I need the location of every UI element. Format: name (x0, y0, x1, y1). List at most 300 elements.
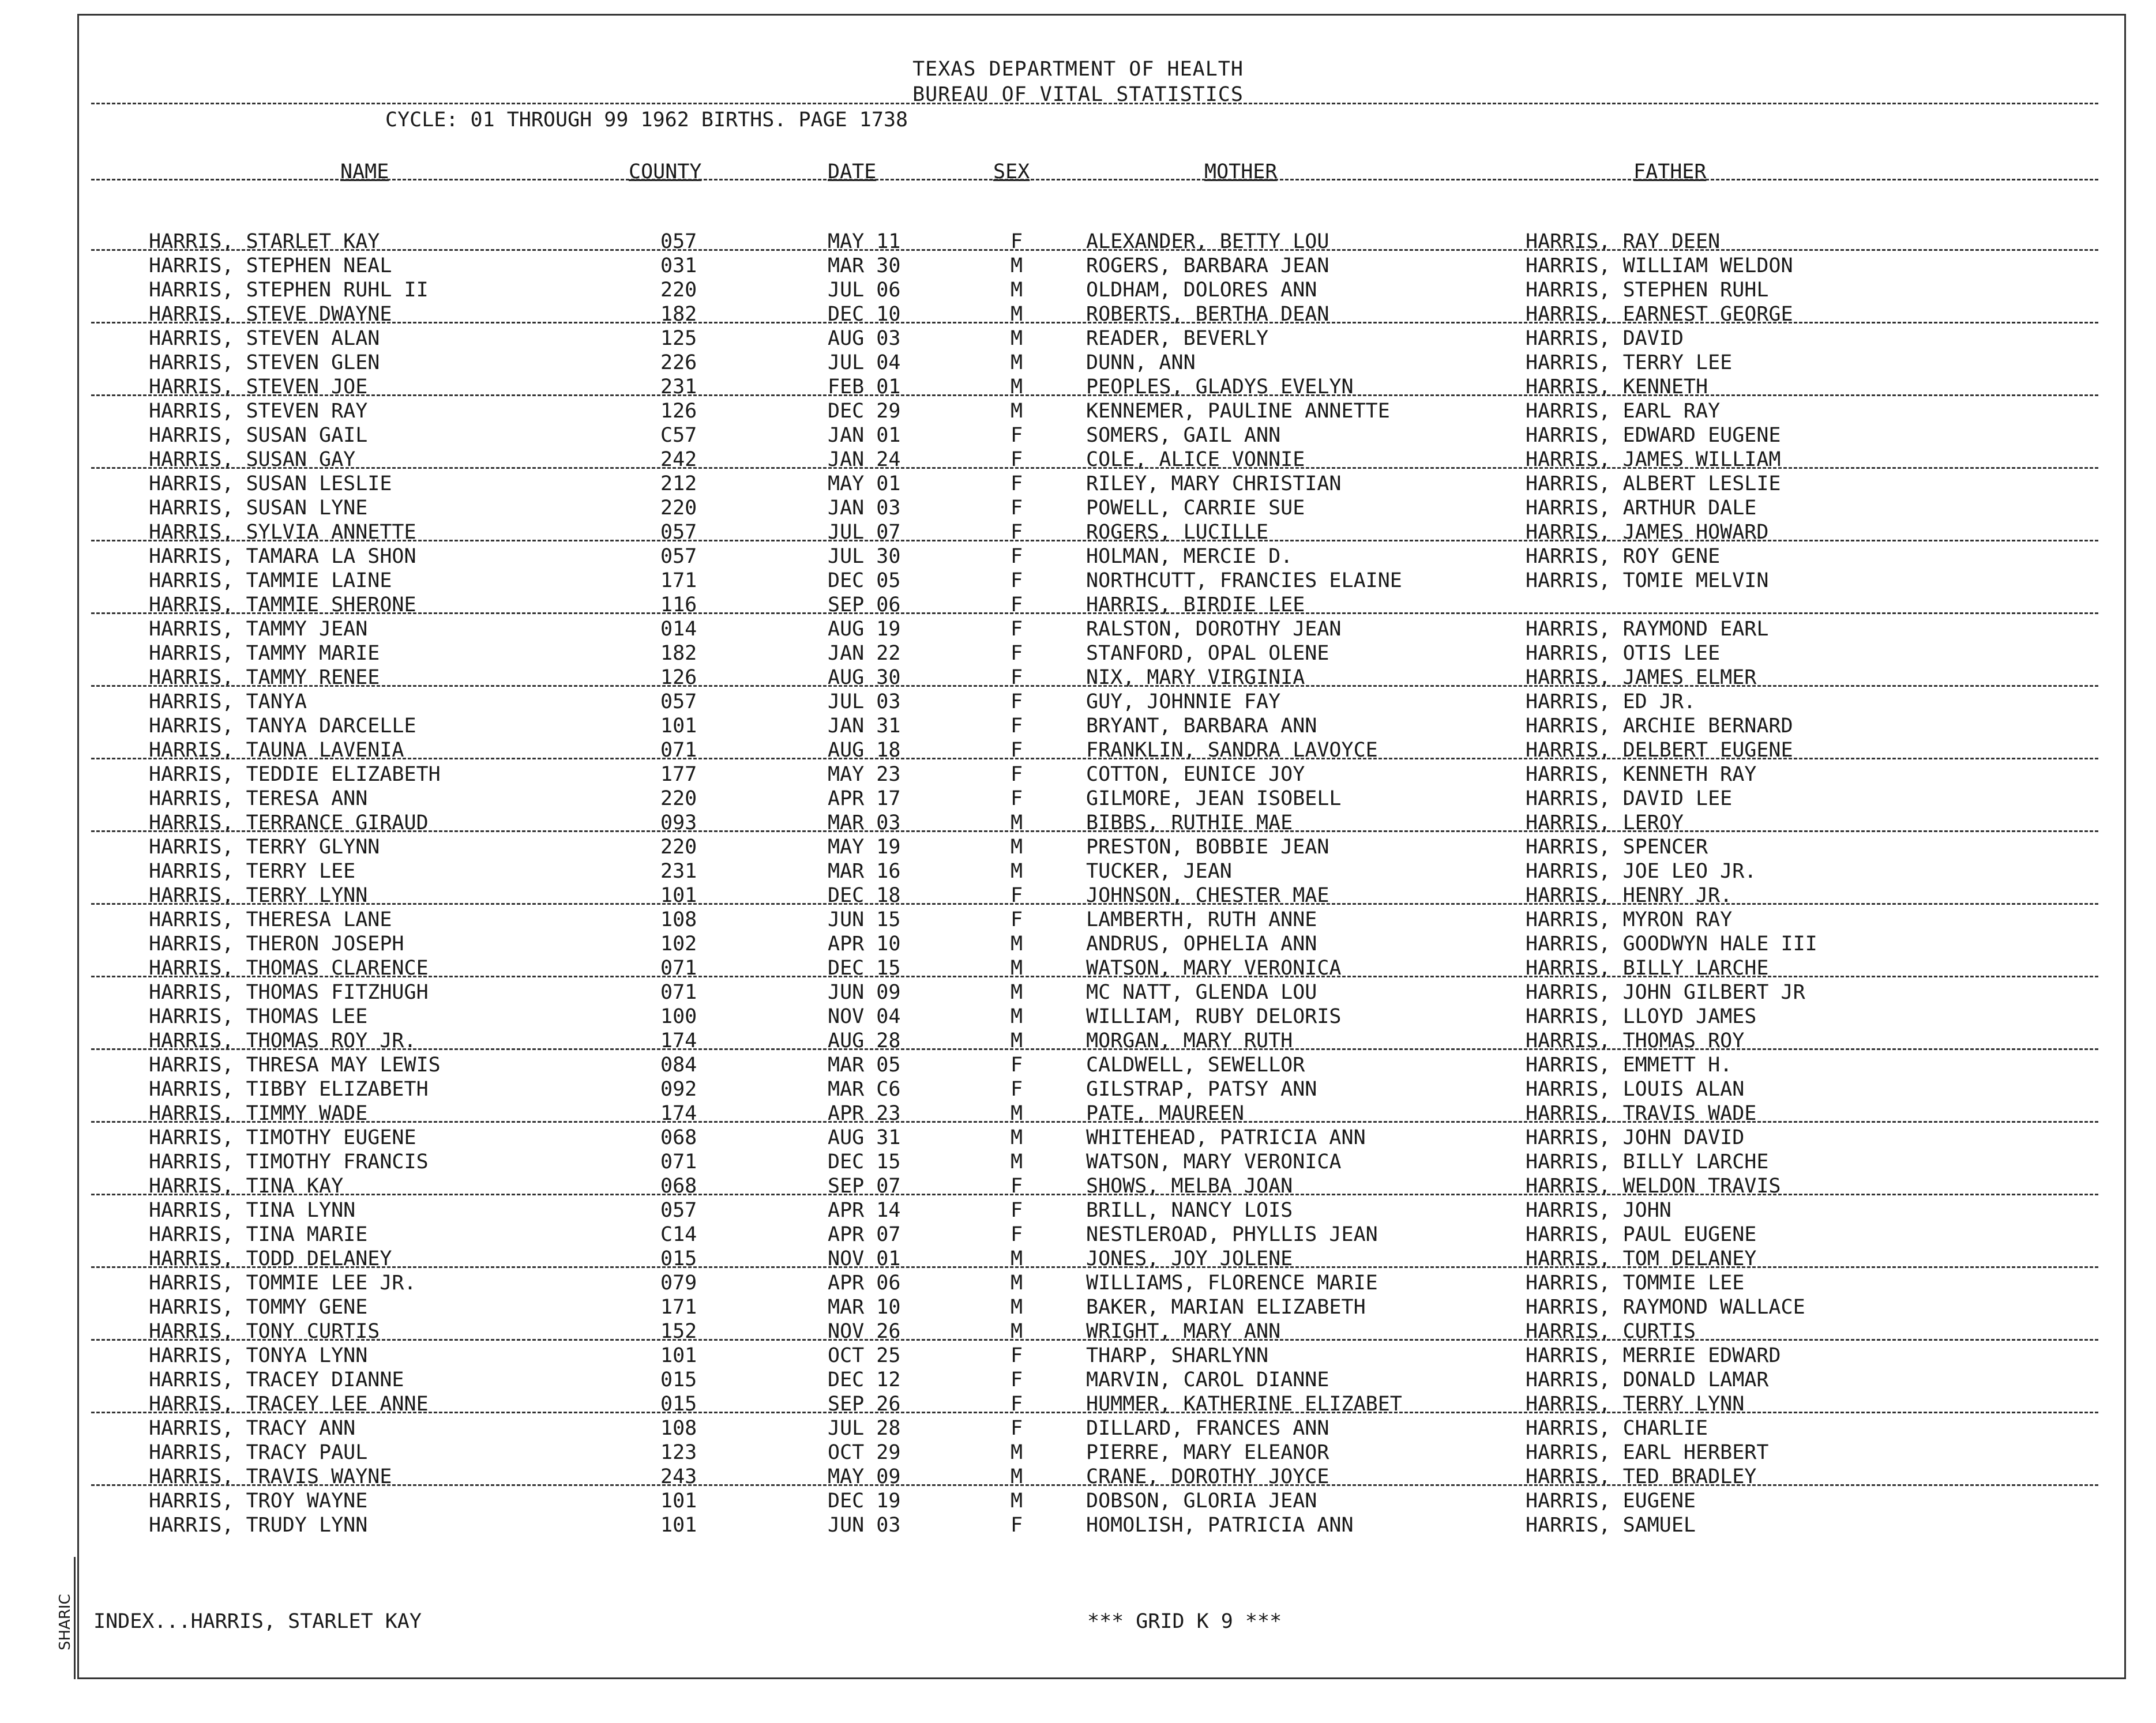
cell-county: 174 (660, 1029, 697, 1052)
cell-date: DEC 10 (828, 303, 901, 326)
cell-sex: F (1011, 1175, 1023, 1198)
cell-sex: M (1011, 1005, 1023, 1028)
cell-mother: WILLIAM, RUBY DELORIS (1086, 1005, 1342, 1028)
cell-mother: WRIGHT, MARY ANN (1086, 1320, 1281, 1343)
cell-father: HARRIS, JAMES HOWARD (1526, 521, 1769, 544)
cell-father: HARRIS, RAYMOND WALLACE (1526, 1296, 1805, 1319)
cell-name: HARRIS, THERESA LANE (149, 908, 392, 931)
cell-father: HARRIS, ROY GENE (1526, 545, 1721, 568)
cell-mother: WHITEHEAD, PATRICIA ANN (1086, 1126, 1366, 1149)
cell-sex: M (1011, 932, 1023, 955)
cell-name: HARRIS, TERRY LYNN (149, 884, 368, 907)
cell-county: 057 (660, 1199, 697, 1222)
cell-mother: PRESTON, BOBBIE JEAN (1086, 836, 1329, 859)
cell-name: HARRIS, TIMOTHY FRANCIS (149, 1150, 429, 1173)
table-row (0, 1513, 2156, 1537)
header-rule-columns (91, 179, 2098, 180)
cell-father: HARRIS, DONALD LAMAR (1526, 1368, 1769, 1391)
table-row (0, 883, 2156, 908)
cell-county: 101 (660, 884, 697, 907)
cell-name: HARRIS, TEDDIE ELIZABETH (149, 763, 441, 786)
cell-mother: RILEY, MARY CHRISTIAN (1086, 472, 1342, 495)
cell-date: AUG 31 (828, 1126, 901, 1149)
cell-father: HARRIS, ARCHIE BERNARD (1526, 714, 1793, 738)
cell-mother: GUY, JOHNNIE FAY (1086, 690, 1281, 713)
table-row (0, 1150, 2156, 1174)
cell-sex: F (1011, 1199, 1023, 1222)
cell-sex: F (1011, 642, 1023, 665)
cell-sex: F (1011, 1417, 1023, 1440)
cell-sex: M (1011, 327, 1023, 350)
cell-name: HARRIS, TAMARA LA SHON (149, 545, 416, 568)
cell-sex: F (1011, 1054, 1023, 1077)
cell-name: HARRIS, THOMAS LEE (149, 1005, 368, 1028)
cell-sex: M (1011, 981, 1023, 1004)
cell-mother: COTTON, EUNICE JOY (1086, 763, 1305, 786)
table-row (0, 230, 2156, 254)
table-row (0, 1029, 2156, 1053)
table-row (0, 472, 2156, 496)
cell-county: 220 (660, 787, 697, 810)
cell-sex: M (1011, 1029, 1023, 1052)
column-header-sex: SEX (993, 160, 1030, 183)
cell-name: HARRIS, TIBBY ELIZABETH (149, 1078, 429, 1101)
cell-sex: F (1011, 739, 1023, 762)
cell-date: MAR 05 (828, 1054, 901, 1077)
cell-date: DEC 15 (828, 957, 901, 980)
cell-mother: JOHNSON, CHESTER MAE (1086, 884, 1329, 907)
cell-mother: SHOWS, MELBA JOAN (1086, 1175, 1293, 1198)
cell-county: 015 (660, 1393, 697, 1416)
cell-date: JUL 04 (828, 351, 901, 374)
cell-date: JUL 07 (828, 521, 901, 544)
cell-mother: WILLIAMS, FLORENCE MARIE (1086, 1271, 1378, 1295)
cell-mother: NORTHCUTT, FRANCIES ELAINE (1086, 569, 1402, 592)
cell-date: NOV 01 (828, 1247, 901, 1270)
cell-name: HARRIS, SYLVIA ANNETTE (149, 521, 416, 544)
cell-sex: F (1011, 1223, 1023, 1246)
cell-sex: M (1011, 254, 1023, 277)
cell-date: MAR 16 (828, 860, 901, 883)
table-row (0, 569, 2156, 593)
cell-county: 231 (660, 375, 697, 398)
cell-sex: M (1011, 1126, 1023, 1149)
cell-father: HARRIS, LLOYD JAMES (1526, 1005, 1757, 1028)
cell-county: 057 (660, 230, 697, 253)
cell-date: JUL 28 (828, 1417, 901, 1440)
cell-date: AUG 03 (828, 327, 901, 350)
cell-date: MAY 23 (828, 763, 901, 786)
cell-name: HARRIS, TERRY GLYNN (149, 836, 380, 859)
row-divider (91, 394, 2098, 396)
cell-county: 212 (660, 472, 697, 495)
grid-footer: *** GRID K 9 *** (1087, 1610, 1282, 1633)
cell-date: JAN 31 (828, 714, 901, 738)
cell-father: HARRIS, SAMUEL (1526, 1514, 1696, 1537)
cell-date: NOV 26 (828, 1320, 901, 1343)
side-rule (74, 1557, 76, 1679)
cell-name: HARRIS, TINA KAY (149, 1175, 344, 1198)
cell-date: MAR 30 (828, 254, 901, 277)
cell-name: HARRIS, THERON JOSEPH (149, 932, 404, 955)
cell-county: 102 (660, 932, 697, 955)
cell-county: 243 (660, 1465, 697, 1488)
cell-date: JUN 03 (828, 1514, 901, 1537)
cell-sex: F (1011, 1368, 1023, 1391)
row-divider (91, 612, 2098, 614)
cell-county: 220 (660, 836, 697, 859)
cell-date: APR 06 (828, 1271, 901, 1295)
cell-sex: F (1011, 618, 1023, 641)
row-divider (91, 830, 2098, 832)
cell-name: HARRIS, TERRY LEE (149, 860, 356, 883)
cell-mother: JONES, JOY JOLENE (1086, 1247, 1293, 1270)
row-divider (91, 976, 2098, 977)
cell-date: DEC 29 (828, 400, 901, 423)
cell-date: OCT 29 (828, 1441, 901, 1464)
cell-father: HARRIS, TOM DELANEY (1526, 1247, 1757, 1270)
cell-mother: BRILL, NANCY LOIS (1086, 1199, 1293, 1222)
cell-name: HARRIS, TRACY ANN (149, 1417, 356, 1440)
cell-father: HARRIS, CHARLIE (1526, 1417, 1708, 1440)
table-row (0, 1489, 2156, 1513)
table-row (0, 326, 2156, 351)
table-row (0, 1005, 2156, 1029)
cell-county: 220 (660, 496, 697, 520)
column-header-father: FATHER (1633, 160, 1707, 183)
column-header-county: COUNTY (629, 160, 702, 183)
cell-father: HARRIS, KENNETH (1526, 375, 1708, 398)
cell-sex: M (1011, 836, 1023, 859)
cell-county: C14 (660, 1223, 697, 1246)
cell-mother: PEOPLES, GLADYS EVELYN (1086, 375, 1354, 398)
cell-county: 101 (660, 1514, 697, 1537)
cell-name: HARRIS, STEVEN ALAN (149, 327, 380, 350)
cell-county: 171 (660, 1296, 697, 1319)
table-row (0, 520, 2156, 544)
cell-mother: ROGERS, LUCILLE (1086, 521, 1269, 544)
cell-mother: LAMBERTH, RUTH ANNE (1086, 908, 1317, 931)
cell-county: 057 (660, 521, 697, 544)
cell-father: HARRIS, EDWARD EUGENE (1526, 424, 1781, 447)
cell-father: HARRIS, PAUL EUGENE (1526, 1223, 1757, 1246)
cell-date: SEP 26 (828, 1393, 901, 1416)
cell-county: 177 (660, 763, 697, 786)
cell-sex: M (1011, 860, 1023, 883)
table-row (0, 932, 2156, 956)
cell-name: HARRIS, SUSAN GAIL (149, 424, 368, 447)
cell-sex: M (1011, 1465, 1023, 1488)
table-row (0, 1319, 2156, 1344)
cell-father: HARRIS, MERRIE EDWARD (1526, 1344, 1781, 1367)
cell-county: 242 (660, 448, 697, 471)
table-row (0, 254, 2156, 278)
cell-father: HARRIS, BILLY LARCHE (1526, 1150, 1769, 1173)
cell-name: HARRIS, STEVE DWAYNE (149, 303, 392, 326)
cell-sex: M (1011, 957, 1023, 980)
cell-father: HARRIS, SPENCER (1526, 836, 1708, 859)
table-row (0, 956, 2156, 980)
cell-sex: F (1011, 593, 1023, 616)
cell-name: HARRIS, TRUDY LYNN (149, 1514, 368, 1537)
cell-father: HARRIS, THOMAS ROY (1526, 1029, 1745, 1052)
cell-father: HARRIS, EARNEST GEORGE (1526, 303, 1793, 326)
table-row (0, 1247, 2156, 1271)
cell-father: HARRIS, EARL RAY (1526, 400, 1721, 423)
cell-date: DEC 15 (828, 1150, 901, 1173)
cell-mother: ROGERS, BARBARA JEAN (1086, 254, 1329, 277)
column-header-mother: MOTHER (1204, 160, 1278, 183)
cell-father: HARRIS, TERRY LYNN (1526, 1393, 1745, 1416)
cell-county: 220 (660, 279, 697, 302)
cell-date: APR 23 (828, 1102, 901, 1125)
table-row (0, 859, 2156, 883)
cell-father: HARRIS, JAMES WILLIAM (1526, 448, 1781, 471)
cell-father: HARRIS, KENNETH RAY (1526, 763, 1757, 786)
cell-county: 031 (660, 254, 697, 277)
cell-date: MAY 19 (828, 836, 901, 859)
cell-date: APR 10 (828, 932, 901, 955)
cell-mother: DOBSON, GLORIA JEAN (1086, 1489, 1317, 1513)
row-divider (91, 758, 2098, 759)
cell-name: HARRIS, TRACEY LEE ANNE (149, 1393, 429, 1416)
cell-sex: M (1011, 1296, 1023, 1319)
table-row (0, 1271, 2156, 1295)
cell-county: 092 (660, 1078, 697, 1101)
cell-sex: F (1011, 690, 1023, 713)
cell-county: 071 (660, 739, 697, 762)
cell-father: HARRIS, LOUIS ALAN (1526, 1078, 1745, 1101)
cell-name: HARRIS, STEPHEN NEAL (149, 254, 392, 277)
cell-mother: OLDHAM, DOLORES ANN (1086, 279, 1317, 302)
cell-father: HARRIS, DELBERT EUGENE (1526, 739, 1793, 762)
cell-mother: BAKER, MARIAN ELIZABETH (1086, 1296, 1366, 1319)
cell-mother: SOMERS, GAIL ANN (1086, 424, 1281, 447)
cell-county: 101 (660, 1489, 697, 1513)
cell-name: HARRIS, TOMMY GENE (149, 1296, 368, 1319)
table-row (0, 544, 2156, 569)
cell-father: HARRIS, STEPHEN RUHL (1526, 279, 1769, 302)
cell-date: JUL 03 (828, 690, 901, 713)
cell-sex: F (1011, 884, 1023, 907)
cell-mother: DUNN, ANN (1086, 351, 1196, 374)
table-row (0, 1198, 2156, 1222)
cell-date: JAN 03 (828, 496, 901, 520)
cell-name: HARRIS, TONY CURTIS (149, 1320, 380, 1343)
cell-name: HARRIS, SUSAN LESLIE (149, 472, 392, 495)
cell-sex: M (1011, 400, 1023, 423)
row-divider (91, 1048, 2098, 1050)
cell-county: 100 (660, 1005, 697, 1028)
cell-sex: F (1011, 569, 1023, 592)
cell-father: HARRIS, MYRON RAY (1526, 908, 1733, 931)
row-divider (91, 249, 2098, 251)
cell-date: DEC 18 (828, 884, 901, 907)
table-row (0, 593, 2156, 617)
table-row (0, 351, 2156, 375)
cell-father: HARRIS, TOMMIE LEE (1526, 1271, 1745, 1295)
cell-father: HARRIS, DAVID LEE (1526, 787, 1733, 810)
cell-county: 116 (660, 593, 697, 616)
cell-date: APR 14 (828, 1199, 901, 1222)
cell-date: AUG 19 (828, 618, 901, 641)
table-row (0, 278, 2156, 302)
cell-sex: M (1011, 303, 1023, 326)
cell-date: JUL 06 (828, 279, 901, 302)
cell-sex: F (1011, 908, 1023, 931)
cycle-line: CYCLE: 01 THROUGH 99 1962 BIRTHS. PAGE 1738 (385, 108, 908, 131)
cell-name: HARRIS, TAMMY RENEE (149, 666, 380, 689)
row-divider (91, 1339, 2098, 1341)
cell-county: 123 (660, 1441, 697, 1464)
table-row (0, 1295, 2156, 1319)
cell-sex: M (1011, 1489, 1023, 1513)
cell-date: DEC 19 (828, 1489, 901, 1513)
cell-mother: MARVIN, CAROL DIANNE (1086, 1368, 1329, 1391)
table-row (0, 1465, 2156, 1489)
cell-county: 015 (660, 1247, 697, 1270)
cell-county: 182 (660, 642, 697, 665)
table-row (0, 738, 2156, 762)
cell-father: HARRIS, JAMES ELMER (1526, 666, 1757, 689)
cell-mother: READER, BEVERLY (1086, 327, 1269, 350)
cell-date: JUL 30 (828, 545, 901, 568)
cell-name: HARRIS, STARLET KAY (149, 230, 380, 253)
cell-date: NOV 04 (828, 1005, 901, 1028)
cell-date: AUG 18 (828, 739, 901, 762)
cell-county: 226 (660, 351, 697, 374)
cell-sex: M (1011, 1271, 1023, 1295)
cell-mother: DILLARD, FRANCES ANN (1086, 1417, 1329, 1440)
table-row (0, 1368, 2156, 1392)
cell-name: HARRIS, THOMAS ROY JR. (149, 1029, 416, 1052)
row-divider (91, 467, 2098, 469)
cell-county: 071 (660, 1150, 697, 1173)
row-divider (91, 1121, 2098, 1123)
cell-date: AUG 28 (828, 1029, 901, 1052)
cell-mother: MORGAN, MARY RUTH (1086, 1029, 1293, 1052)
cell-date: JAN 24 (828, 448, 901, 471)
row-divider (91, 1194, 2098, 1195)
cell-date: MAY 11 (828, 230, 901, 253)
cell-mother: HUMMER, KATHERINE ELIZABET (1086, 1393, 1402, 1416)
cell-sex: F (1011, 521, 1023, 544)
cell-name: HARRIS, THOMAS FITZHUGH (149, 981, 429, 1004)
row-divider (91, 322, 2098, 323)
table-row (0, 1392, 2156, 1416)
table-row (0, 908, 2156, 932)
cell-father: HARRIS, RAY DEEN (1526, 230, 1721, 253)
table-row (0, 1126, 2156, 1150)
cell-father: HARRIS, ARTHUR DALE (1526, 496, 1757, 520)
cell-name: HARRIS, TINA LYNN (149, 1199, 356, 1222)
cell-name: HARRIS, STEPHEN RUHL II (149, 279, 429, 302)
cell-name: HARRIS, STEVEN JOE (149, 375, 368, 398)
cell-father: HARRIS, EUGENE (1526, 1489, 1696, 1513)
cell-name: HARRIS, TRACY PAUL (149, 1441, 368, 1464)
cell-mother: STANFORD, OPAL OLENE (1086, 642, 1329, 665)
table-row (0, 1101, 2156, 1126)
cell-date: AUG 30 (828, 666, 901, 689)
cell-father: HARRIS, EARL HERBERT (1526, 1441, 1769, 1464)
cell-mother: WATSON, MARY VERONICA (1086, 957, 1342, 980)
cell-mother: PATE, MAUREEN (1086, 1102, 1244, 1125)
cell-sex: M (1011, 279, 1023, 302)
cell-county: 079 (660, 1271, 697, 1295)
cell-father: HARRIS, LEROY (1526, 811, 1684, 834)
table-row (0, 835, 2156, 859)
cell-county: 126 (660, 666, 697, 689)
side-label: SHARIC (57, 1594, 74, 1650)
cell-name: HARRIS, TODD DELANEY (149, 1247, 392, 1270)
cell-mother: NESTLEROAD, PHYLLIS JEAN (1086, 1223, 1378, 1246)
cell-father: HARRIS, WILLIAM WELDON (1526, 254, 1793, 277)
header-rule-top (91, 103, 2098, 104)
cell-sex: M (1011, 351, 1023, 374)
cell-father: HARRIS, TOMIE MELVIN (1526, 569, 1769, 592)
cell-mother: MC NATT, GLENDA LOU (1086, 981, 1317, 1004)
cell-mother: HOMOLISH, PATRICIA ANN (1086, 1514, 1354, 1537)
cell-mother: GILSTRAP, PATSY ANN (1086, 1078, 1317, 1101)
cell-mother: KENNEMER, PAULINE ANNETTE (1086, 400, 1390, 423)
cell-sex: F (1011, 496, 1023, 520)
cell-name: HARRIS, TOMMIE LEE JR. (149, 1271, 416, 1295)
cell-sex: F (1011, 714, 1023, 738)
cell-name: HARRIS, STEVEN RAY (149, 400, 368, 423)
cell-name: HARRIS, SUSAN GAY (149, 448, 356, 471)
cell-name: HARRIS, TRACEY DIANNE (149, 1368, 404, 1391)
cell-father: HARRIS, JOE LEO JR. (1526, 860, 1757, 883)
cell-sex: M (1011, 375, 1023, 398)
cell-date: APR 17 (828, 787, 901, 810)
index-footer: INDEX...HARRIS, STARLET KAY (93, 1610, 422, 1633)
cell-mother: THARP, SHARLYNN (1086, 1344, 1269, 1367)
cell-father: HARRIS, BILLY LARCHE (1526, 957, 1769, 980)
cell-date: JAN 01 (828, 424, 901, 447)
table-row (0, 496, 2156, 520)
cell-sex: M (1011, 1441, 1023, 1464)
cell-father: HARRIS, JOHN DAVID (1526, 1126, 1745, 1149)
cell-sex: F (1011, 1514, 1023, 1537)
cell-county: 108 (660, 1417, 697, 1440)
cell-date: SEP 07 (828, 1175, 901, 1198)
cell-county: 182 (660, 303, 697, 326)
cell-name: HARRIS, TROY WAYNE (149, 1489, 368, 1513)
cell-date: APR 07 (828, 1223, 901, 1246)
table-row (0, 787, 2156, 811)
cell-sex: F (1011, 230, 1023, 253)
cell-name: HARRIS, TAUNA LAVENIA (149, 739, 404, 762)
table-row (0, 1440, 2156, 1465)
cell-sex: F (1011, 1078, 1023, 1101)
cell-father: HARRIS, ED JR. (1526, 690, 1696, 713)
bureau-title: BUREAU OF VITAL STATISTICS (912, 83, 1244, 106)
cell-county: 093 (660, 811, 697, 834)
table-row (0, 1053, 2156, 1077)
cell-date: MAY 09 (828, 1465, 901, 1488)
cell-sex: M (1011, 1102, 1023, 1125)
cell-name: HARRIS, TERRANCE GIRAUD (149, 811, 429, 834)
cell-mother: HARRIS, BIRDIE LEE (1086, 593, 1305, 616)
cell-mother: CRANE, DOROTHY JOYCE (1086, 1465, 1329, 1488)
cell-county: 071 (660, 957, 697, 980)
cell-name: HARRIS, TANYA DARCELLE (149, 714, 416, 738)
cell-sex: F (1011, 763, 1023, 786)
cell-date: SEP 06 (828, 593, 901, 616)
cell-name: HARRIS, TAMMIE LAINE (149, 569, 392, 592)
cell-mother: TUCKER, JEAN (1086, 860, 1232, 883)
cell-name: HARRIS, TERESA ANN (149, 787, 368, 810)
